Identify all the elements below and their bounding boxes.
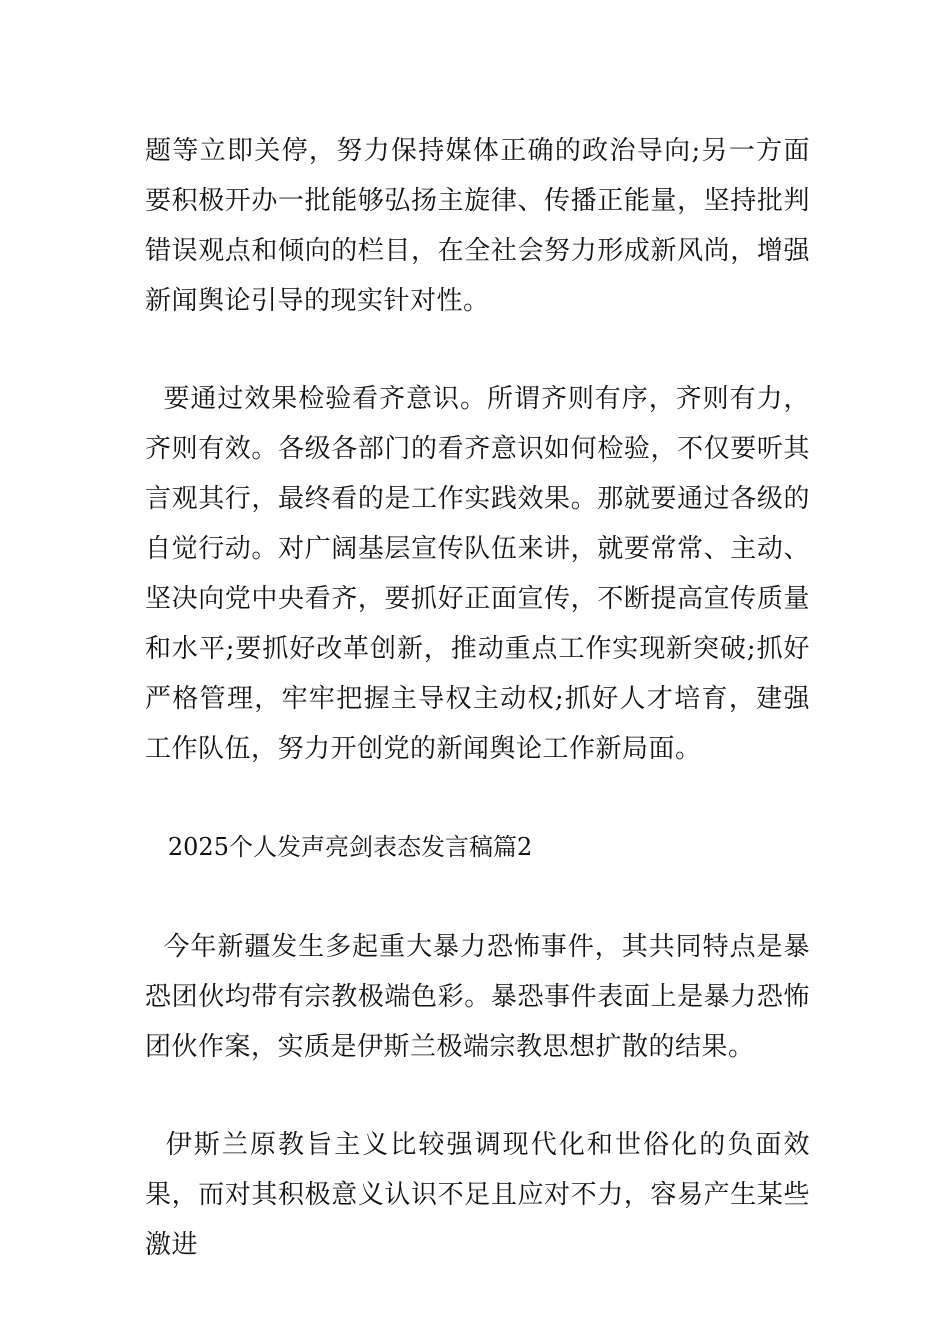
paragraph-4: 伊斯兰原教旨主义比较强调现代化和世俗化的负面效果，而对其积极意义认识不足且应对不力，容易产生某些激进 bbox=[145, 1130, 810, 1260]
paragraph-2: 要通过效果检验看齐意识。所谓齐则有序，齐则有力，齐则有效。各级各部门的看齐意识如何检验，不仅要听其言观其行，最终看的是工作实践效果。那就要通过各级的自觉行动。对广阔基层宣传队伍来讲，就要常常、主动、坚决向党中央看齐，要抓好正面宣传，不断提高宣传质量和水平;要抓好改革创新，推动重点工作实现新突破;抓好严格管理，牢牢把握主导权主动权;抓好人才培育，建强工作队伍，努力开创党的新闻舆论工作新局面。 bbox=[145, 384, 810, 764]
paragraph-1: 题等立即关停，努力保持媒体正确的政治导向;另一方面要积极开办一批能够弘扬主旋律、传播正能量，坚持批判错误观点和倾向的栏目，在全社会努力形成新风尚，增强新闻舆论引导的现实针对性。 bbox=[145, 136, 810, 316]
paragraph-3: 今年新疆发生多起重大暴力恐怖事件，其共同特点是暴恐团伙均带有宗教极端色彩。暴恐事件表面上是暴力恐怖团伙作案，实质是伊斯兰极端宗教思想扩散的结果。 bbox=[145, 932, 810, 1062]
section-heading: 2025个人发声亮剑表态发言稿篇2 bbox=[145, 833, 533, 861]
